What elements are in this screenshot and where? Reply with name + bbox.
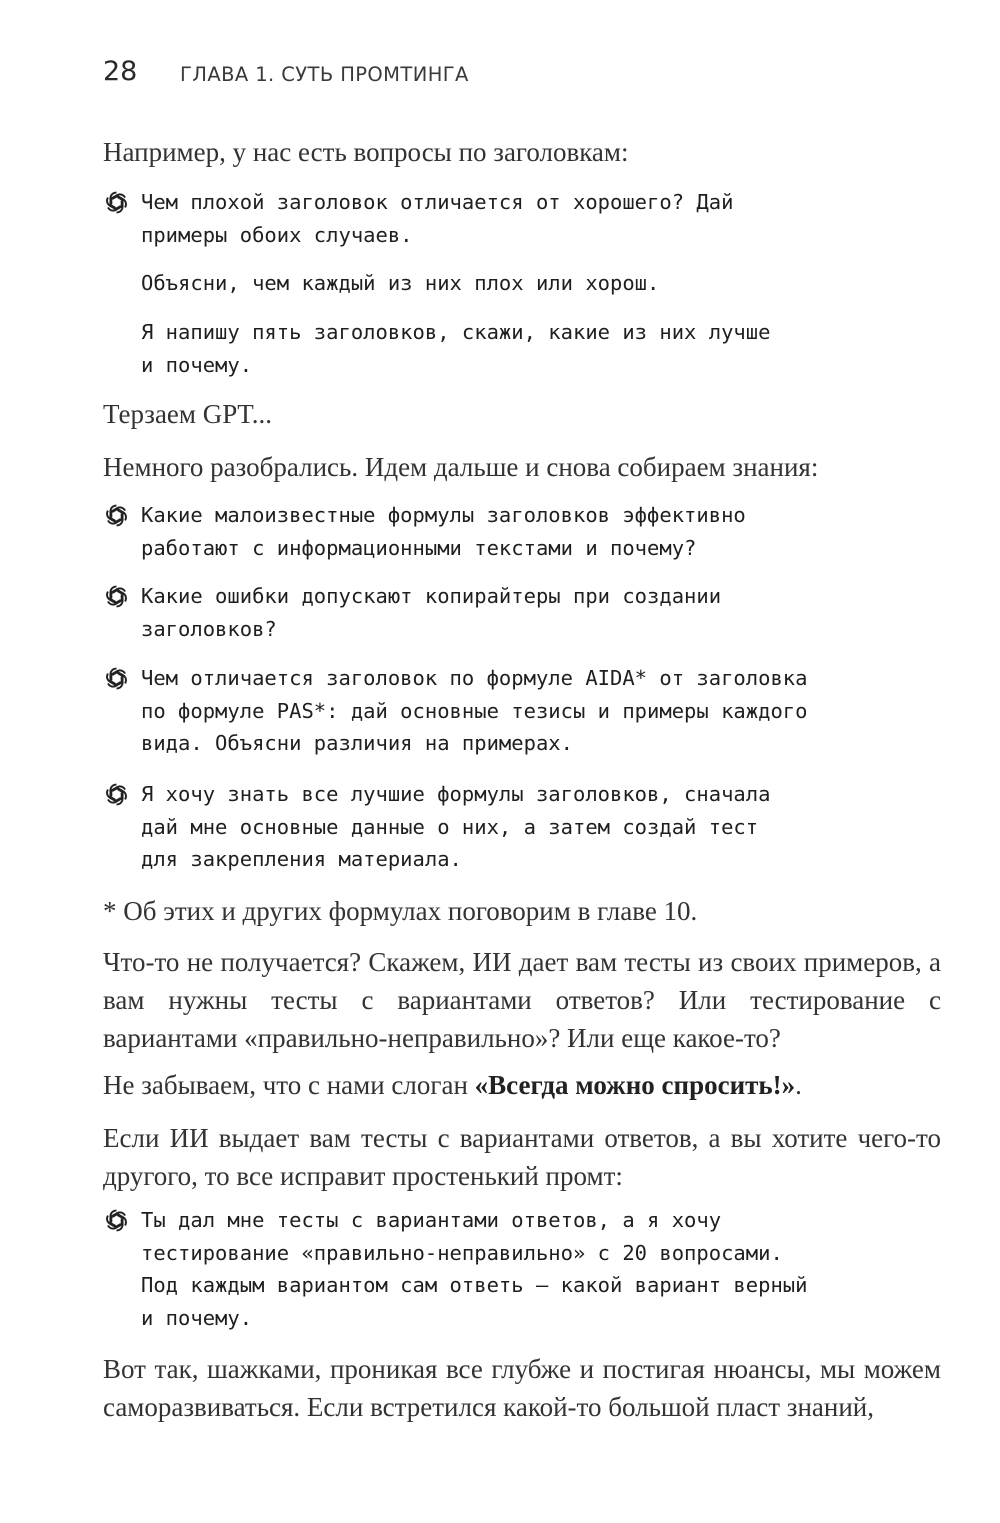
paragraph-torture: Терзаем GPT... bbox=[103, 399, 273, 429]
openai-chatgpt-icon bbox=[103, 502, 130, 529]
prompt-text: Чем отличается заголовок по формуле AIDA* от заголовка по формуле PAS*: дай основные тезисы и примеры каждого вида. Объясни различия на примерах. bbox=[141, 666, 808, 755]
slogan-prefix: Не забываем, что с нами слоган bbox=[103, 1070, 475, 1100]
paragraph-fix: Если ИИ выдает вам тесты с вариантами ответов, а вы хотите чего-то другого, то все исправит простенький промт: bbox=[103, 1123, 941, 1191]
prompt-text: Чем плохой заголовок отличается от хорошего? Дай примеры обоих случаев. bbox=[141, 190, 734, 247]
page-number: 28 bbox=[103, 56, 138, 87]
intro-paragraph: Например, у нас есть вопросы по заголовкам: bbox=[103, 137, 629, 167]
paragraph-closing: Вот так, шажками, проникая все глубже и постигая нюансы, мы можем саморазвиваться. Если встретился какой-то большой пласт знаний, bbox=[103, 1354, 941, 1422]
openai-chatgpt-icon bbox=[103, 781, 130, 808]
slogan-bold: «Всегда можно спросить!» bbox=[474, 1070, 796, 1100]
openai-chatgpt-icon bbox=[103, 665, 130, 692]
paragraph-problem: Что-то не получается? Скажем, ИИ дает вам тесты из своих примеров, а вам нужны тесты с вариантами ответов? Или тестирование с вариантами «правильно-неправильно»? Или еще какое-то? bbox=[103, 947, 941, 1053]
prompt-text: Какие малоизвестные формулы заголовков эффективно работают с информационными текстами и почему? bbox=[141, 503, 746, 560]
prompt-text: Я хочу знать все лучшие формулы заголовков, сначала дай мне основные данные о них, а затем создай тест для закрепления материала. bbox=[141, 782, 771, 871]
chapter-title: ГЛАВА 1. СУТЬ ПРОМТИНГА bbox=[180, 63, 469, 86]
openai-chatgpt-icon bbox=[103, 583, 130, 610]
openai-chatgpt-icon bbox=[103, 189, 130, 216]
paragraph-next: Немного разобрались. Идем дальше и снова собираем знания: bbox=[103, 452, 819, 482]
openai-chatgpt-icon bbox=[103, 1207, 130, 1234]
prompt-text: Какие ошибки допускают копирайтеры при создании заголовков? bbox=[141, 584, 722, 641]
paragraph-slogan bbox=[103, 1066, 941, 1104]
footnote: * Об этих и других формулах поговорим в главе 10. bbox=[103, 896, 698, 926]
prompt-text: Объясни, чем каждый из них плох или хорош. bbox=[141, 271, 660, 295]
slogan-suffix: . bbox=[795, 1070, 802, 1100]
prompt-text: Ты дал мне тесты с вариантами ответов, а я хочу тестирование «правильно-неправильно» с 20 вопросами. Под каждым вариантом сам ответь — какой вариант верный и почему. bbox=[141, 1208, 808, 1330]
prompt-text: Я напишу пять заголовков, скажи, какие из них лучше и почему. bbox=[141, 320, 771, 377]
